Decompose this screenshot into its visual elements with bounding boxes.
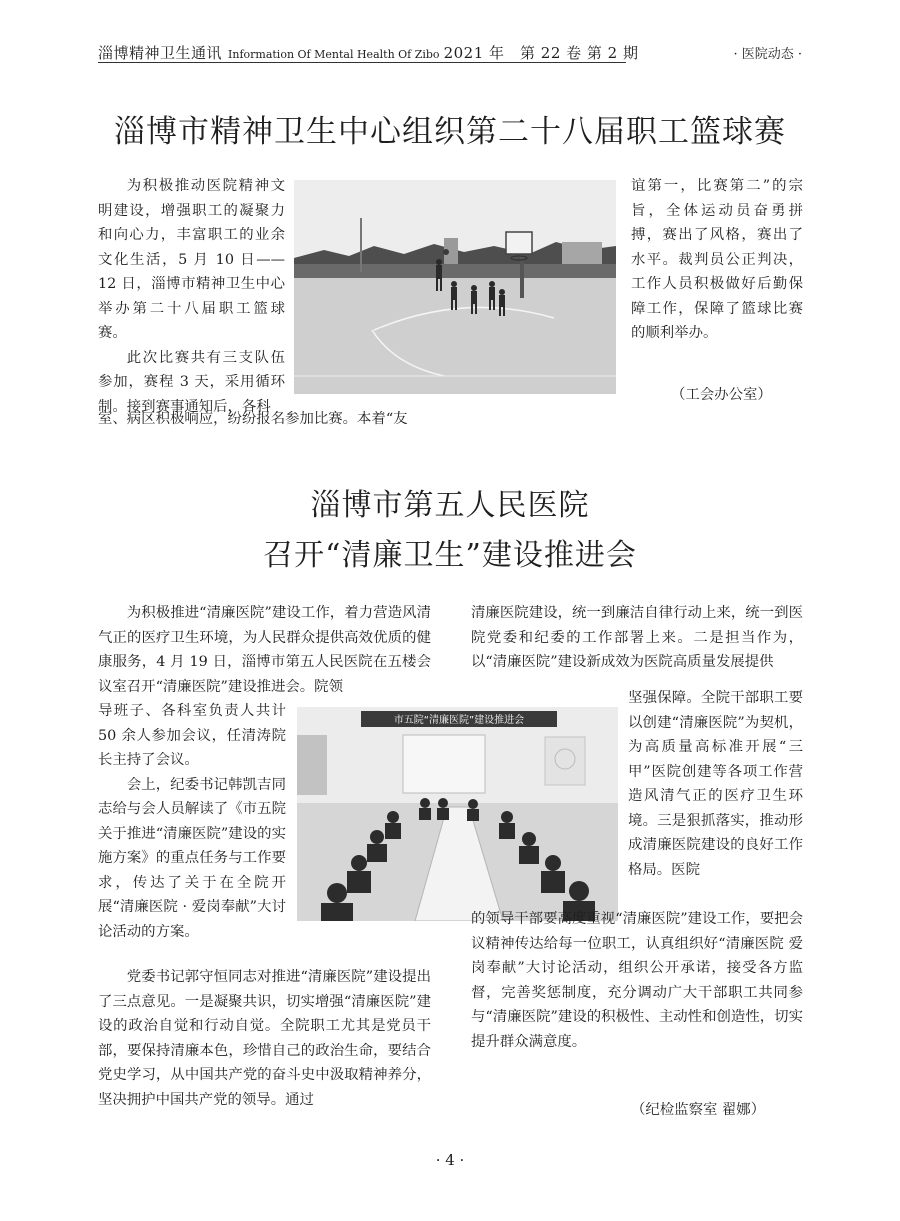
issue-info: 2021 年 第 22 卷 第 2 期 [443,44,639,62]
article2-paragraph-2: 会上，纪委书记韩凯吉同志给与会人员解读了《市五院关于推进“清廉医院”建设的实施方案》的重点任务与工作要求，传达了关于在全院开展“清廉医院 · 爱岗奉献”大讨论活动的方案。 [98,776,286,940]
article2-paragraph-1a: 为积极推进“清廉医院”建设工作，着力营造风清气正的医疗卫生环境，为人民群众提供高效优质的健康服务，4 月 19 日，淄博市第五人民医院在五楼会议室召开“清廉医院”建设推进会。院领 [98,605,431,695]
article2-title-line1: 淄博市第五人民医院 [310,488,590,523]
running-header [98,42,638,63]
article2-left-intro [98,601,431,699]
article2-right-text-top: 清廉医院建设，统一到廉洁自律行动上来，统一到医院党委和纪委的工作部署上来。二是担当作为，以“清廉医院”建设新成效为医院高质量发展提供 [471,605,803,670]
article2-right-top [471,601,803,675]
article1-paragraph-1: 为积极推动医院精神文明建设，增强职工的凝聚力和向心力，丰富职工的业余文化生活，5 月 10 日——12 日，淄博市精神卫生中心举办第二十八届职工篮球赛。 [98,178,285,341]
article1-signature: （工会办公室） [671,387,772,403]
article2-paragraph-1b: 导班子、各科室负责人共计 50 余人参加会议，任清涛院长主持了会议。 [98,703,286,768]
page-number: · 4 · [435,1151,465,1169]
article1-bottom-text: 室、病区积极响应，纷纷报名参加比赛。本着“友 [98,411,408,427]
article2-signature: （纪检监察室 翟娜） [631,1102,766,1118]
article2-title-line2: 召开“清廉卫生”建设推进会 [263,538,637,573]
meeting-banner-text: 市五院“清廉医院”建设推进会 [393,715,525,726]
article2-left-narrow [98,699,286,944]
article1-right-column [631,174,803,346]
journal-title-cn: 淄博精神卫生通讯 [98,44,223,62]
article2-right-bottom [471,907,803,1054]
article1-right-text: 谊第一，比赛第二”的宗旨，全体运动员奋勇拼搏，赛出了风格，赛出了水平。裁判员公正判决，工作人员积极做好后勤保障工作，保障了篮球比赛的顺利举办。 [631,178,803,341]
section-label: · 医院动态 · [733,47,802,62]
meeting-photo [297,707,618,921]
article2-right-text-bottom: 的领导干部要高度重视“清廉医院”建设工作，要把会议精神传达给每一位职工，认真组织好“清廉医院 爱岗奉献”大讨论活动，组织公开承诺，接受各方监督，完善奖惩制度，充分调动广大干部职工共同参与“清廉医院”建设的积极性、主动性和创造性，切实提升群众满意度。 [471,911,803,1050]
journal-title-en: Information Of Mental Health Of Zibo [228,48,440,61]
article2-right-text-narrow: 坚强保障。全院干部职工要以创建“清廉医院”为契机，为高质量高标准开展“三甲”医院创建等各项工作营造风清气正的医疗卫生环境。三是狠抓落实，推动形成清廉医院建设的良好工作格局。医院 [628,690,803,878]
article1-paragraph-2: 此次比赛共有三支队伍参加，赛程 3 天，采用循环制。接到赛事通知后，各科 [98,349,285,415]
basketball-photo-graphic [294,180,616,394]
article1-left-column [98,174,285,419]
meeting-photo-graphic [297,707,618,921]
article1-bottom-line [98,407,441,432]
article2-right-narrow [628,686,803,882]
article2-paragraph-3: 党委书记郭守恒同志对推进“清廉医院”建设提出了三点意见。一是凝聚共识，切实增强“清廉医院”建设的政治自觉和行动自觉。全院职工尤其是党员干部，要保持清廉本色，珍惜自己的政治生命，要结合党史学习，从中国共产党的奋斗史中汲取精神养分，坚决拥护中国共产党的领导。通过 [98,969,431,1108]
article2-left-lower [98,965,431,1112]
basketball-game-photo [294,180,616,394]
article1-title: 淄博市精神卫生中心组织第二十八届职工篮球赛 [114,114,786,150]
header-rule [98,62,626,63]
